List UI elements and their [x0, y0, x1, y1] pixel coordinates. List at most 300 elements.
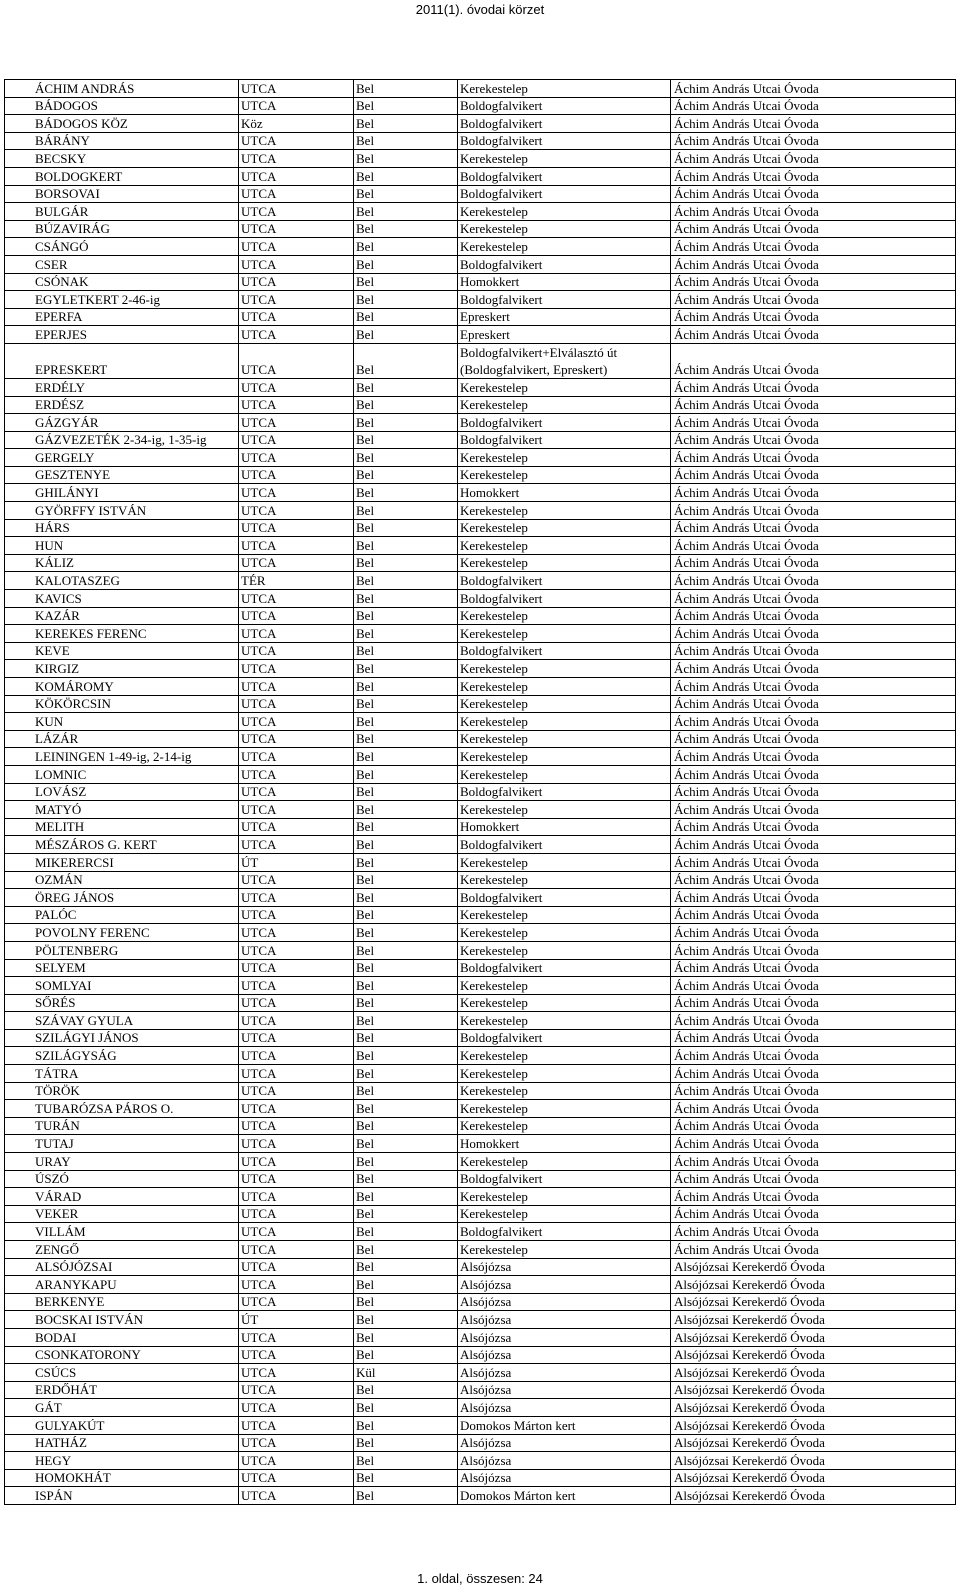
street-type-cell: UTCA: [239, 1170, 354, 1188]
kindergarten-cell: Alsójózsai Kerekerdő Óvoda: [671, 1452, 956, 1470]
table-row: [5, 1029, 956, 1047]
area-type-cell: Bel: [354, 1399, 458, 1417]
street-type-cell: UTCA: [239, 1258, 354, 1276]
street-name-cell: KALOTASZEG: [5, 572, 239, 590]
area-type-cell: Bel: [354, 220, 458, 238]
kindergarten-cell: Áchim András Utcai Óvoda: [671, 642, 956, 660]
kindergarten-cell: Áchim András Utcai Óvoda: [671, 1012, 956, 1030]
street-name-cell: CSÓNAK: [5, 273, 239, 291]
table-row: [5, 1469, 956, 1487]
kindergarten-cell: Áchim András Utcai Óvoda: [671, 1205, 956, 1223]
district-cell: Boldogfalvikert: [458, 431, 671, 449]
table-row: [5, 449, 956, 467]
district-cell: Kerekestelep: [458, 678, 671, 696]
street-name-cell: HOMOKHÁT: [5, 1469, 239, 1487]
table-row: [5, 1416, 956, 1434]
street-name-cell: VILLÁM: [5, 1223, 239, 1241]
district-cell: Boldogfalvikert: [458, 255, 671, 273]
street-name-cell: URAY: [5, 1153, 239, 1171]
district-cell: Kerekestelep: [458, 871, 671, 889]
street-name-cell: BERKENYE: [5, 1293, 239, 1311]
table-row: [5, 1100, 956, 1118]
street-type-cell: UTCA: [239, 1434, 354, 1452]
street-name-cell: CSER: [5, 255, 239, 273]
street-type-cell: UTCA: [239, 308, 354, 326]
street-type-cell: UTCA: [239, 1416, 354, 1434]
district-cell: Kerekestelep: [458, 502, 671, 520]
kindergarten-cell: Áchim András Utcai Óvoda: [671, 924, 956, 942]
street-name-cell: BECSKY: [5, 150, 239, 168]
table-row: [5, 783, 956, 801]
kindergarten-cell: Áchim András Utcai Óvoda: [671, 941, 956, 959]
table-row: [5, 1153, 956, 1171]
area-type-cell: Bel: [354, 1205, 458, 1223]
table-row: [5, 502, 956, 520]
street-type-cell: UTCA: [239, 1241, 354, 1259]
street-type-cell: UTCA: [239, 889, 354, 907]
kindergarten-cell: Alsójózsai Kerekerdő Óvoda: [671, 1416, 956, 1434]
street-type-cell: UTCA: [239, 1012, 354, 1030]
kindergarten-cell: Áchim András Utcai Óvoda: [671, 607, 956, 625]
street-name-cell: LÁZÁR: [5, 730, 239, 748]
area-type-cell: Bel: [354, 132, 458, 150]
table-row: [5, 1276, 956, 1294]
area-type-cell: Bel: [354, 414, 458, 432]
district-cell: Kerekestelep: [458, 924, 671, 942]
area-type-cell: Bel: [354, 906, 458, 924]
kindergarten-cell: Áchim András Utcai Óvoda: [671, 431, 956, 449]
table-row: [5, 466, 956, 484]
street-type-cell: UTCA: [239, 273, 354, 291]
street-type-cell: UTCA: [239, 502, 354, 520]
district-cell: Kerekestelep: [458, 977, 671, 995]
street-type-cell: UTCA: [239, 167, 354, 185]
kindergarten-cell: Áchim András Utcai Óvoda: [671, 572, 956, 590]
kindergarten-cell: Alsójózsai Kerekerdő Óvoda: [671, 1469, 956, 1487]
kindergarten-cell: Áchim András Utcai Óvoda: [671, 906, 956, 924]
kindergarten-cell: Áchim András Utcai Óvoda: [671, 765, 956, 783]
area-type-cell: Bel: [354, 783, 458, 801]
street-type-cell: UTCA: [239, 484, 354, 502]
street-type-cell: UTCA: [239, 1082, 354, 1100]
area-type-cell: Bel: [354, 660, 458, 678]
district-cell: Epreskert: [458, 308, 671, 326]
area-type-cell: Bel: [354, 378, 458, 396]
area-type-cell: Bel: [354, 889, 458, 907]
district-cell: Boldogfalvikert: [458, 572, 671, 590]
street-name-cell: BULGÁR: [5, 203, 239, 221]
street-name-cell: TUBARÓZSA PÁROS O.: [5, 1100, 239, 1118]
kindergarten-cell: Áchim András Utcai Óvoda: [671, 994, 956, 1012]
area-type-cell: Bel: [354, 1047, 458, 1065]
street-name-cell: CSÚCS: [5, 1364, 239, 1382]
street-name-cell: MATYÓ: [5, 801, 239, 819]
kindergarten-cell: Áchim András Utcai Óvoda: [671, 238, 956, 256]
area-type-cell: Bel: [354, 1170, 458, 1188]
kindergarten-cell: Áchim András Utcai Óvoda: [671, 1241, 956, 1259]
kindergarten-cell: Áchim András Utcai Óvoda: [671, 150, 956, 168]
kindergarten-cell: Alsójózsai Kerekerdő Óvoda: [671, 1381, 956, 1399]
street-name-cell: LOVÁSZ: [5, 783, 239, 801]
district-cell: Kerekestelep: [458, 941, 671, 959]
table-row: [5, 853, 956, 871]
table-row: [5, 1223, 956, 1241]
street-type-cell: UTCA: [239, 1065, 354, 1083]
area-type-cell: Bel: [354, 871, 458, 889]
street-type-cell: UTCA: [239, 1047, 354, 1065]
kindergarten-cell: Áchim András Utcai Óvoda: [671, 695, 956, 713]
area-type-cell: Bel: [354, 1434, 458, 1452]
table-row: [5, 1346, 956, 1364]
street-name-cell: KÁLIZ: [5, 554, 239, 572]
kindergarten-cell: Áchim András Utcai Óvoda: [671, 203, 956, 221]
street-name-cell: ÚSZÓ: [5, 1170, 239, 1188]
district-cell: Boldogfalvikert: [458, 1170, 671, 1188]
district-cell: Kerekestelep: [458, 537, 671, 555]
table-row: [5, 1328, 956, 1346]
district-cell: Kerekestelep: [458, 1117, 671, 1135]
street-type-cell: UTCA: [239, 1029, 354, 1047]
kindergarten-cell: Áchim András Utcai Óvoda: [671, 713, 956, 731]
street-name-cell: PÖLTENBERG: [5, 941, 239, 959]
table-row: [5, 1381, 956, 1399]
area-type-cell: Bel: [354, 115, 458, 133]
street-type-cell: ÚT: [239, 1311, 354, 1329]
area-type-cell: Kül: [354, 1364, 458, 1382]
area-type-cell: Bel: [354, 1082, 458, 1100]
street-type-cell: UTCA: [239, 519, 354, 537]
area-type-cell: Bel: [354, 396, 458, 414]
table-row: [5, 1170, 956, 1188]
street-name-cell: GÁZGYÁR: [5, 414, 239, 432]
district-cell: Kerekestelep: [458, 1153, 671, 1171]
street-type-cell: UTCA: [239, 220, 354, 238]
street-type-cell: UTCA: [239, 906, 354, 924]
district-cell: Kerekestelep: [458, 1065, 671, 1083]
kindergarten-cell: Áchim András Utcai Óvoda: [671, 132, 956, 150]
street-name-cell: OZMÁN: [5, 871, 239, 889]
area-type-cell: Bel: [354, 1223, 458, 1241]
area-type-cell: Bel: [354, 203, 458, 221]
area-type-cell: Bel: [354, 765, 458, 783]
area-type-cell: Bel: [354, 994, 458, 1012]
table-row: [5, 695, 956, 713]
street-type-cell: UTCA: [239, 466, 354, 484]
area-type-cell: Bel: [354, 1029, 458, 1047]
district-cell: Alsójózsa: [458, 1346, 671, 1364]
street-type-cell: UTCA: [239, 871, 354, 889]
table-row: [5, 167, 956, 185]
district-cell: Kerekestelep: [458, 519, 671, 537]
kindergarten-cell: Áchim András Utcai Óvoda: [671, 396, 956, 414]
table-row: [5, 1205, 956, 1223]
street-type-cell: UTCA: [239, 343, 354, 378]
kindergarten-cell: Alsójózsai Kerekerdő Óvoda: [671, 1364, 956, 1382]
district-cell: Kerekestelep: [458, 378, 671, 396]
district-cell: Kerekestelep: [458, 765, 671, 783]
area-type-cell: Bel: [354, 1452, 458, 1470]
street-name-cell: SZILÁGYSÁG: [5, 1047, 239, 1065]
street-name-cell: SOMLYAI: [5, 977, 239, 995]
street-type-cell: UTCA: [239, 396, 354, 414]
table-row: [5, 713, 956, 731]
street-type-cell: UTCA: [239, 1117, 354, 1135]
area-type-cell: Bel: [354, 1100, 458, 1118]
area-type-cell: Bel: [354, 502, 458, 520]
street-name-cell: MELITH: [5, 818, 239, 836]
kindergarten-cell: Áchim András Utcai Óvoda: [671, 1065, 956, 1083]
street-name-cell: BÁDOGOS: [5, 97, 239, 115]
area-type-cell: Bel: [354, 1328, 458, 1346]
area-type-cell: Bel: [354, 537, 458, 555]
street-type-cell: UTCA: [239, 924, 354, 942]
street-type-cell: UTCA: [239, 1153, 354, 1171]
area-type-cell: Bel: [354, 625, 458, 643]
street-name-cell: ZENGŐ: [5, 1241, 239, 1259]
table-row: [5, 924, 956, 942]
table-row: [5, 818, 956, 836]
street-type-cell: UTCA: [239, 748, 354, 766]
kindergarten-cell: Áchim András Utcai Óvoda: [671, 291, 956, 309]
district-cell: Kerekestelep: [458, 713, 671, 731]
area-type-cell: Bel: [354, 80, 458, 98]
street-name-cell: HEGY: [5, 1452, 239, 1470]
street-name-cell: TÁTRA: [5, 1065, 239, 1083]
street-type-cell: UTCA: [239, 1364, 354, 1382]
kindergarten-cell: Áchim András Utcai Óvoda: [671, 343, 956, 378]
kindergarten-cell: Áchim András Utcai Óvoda: [671, 537, 956, 555]
street-name-cell: ERDÉLY: [5, 378, 239, 396]
district-cell: Homokkert: [458, 1135, 671, 1153]
district-cell: Boldogfalvikert: [458, 1223, 671, 1241]
district-cell: Alsójózsa: [458, 1328, 671, 1346]
district-cell: Boldogfalvikert: [458, 97, 671, 115]
area-type-cell: Bel: [354, 97, 458, 115]
kindergarten-cell: Áchim András Utcai Óvoda: [671, 783, 956, 801]
kindergarten-cell: Áchim András Utcai Óvoda: [671, 273, 956, 291]
street-type-cell: UTCA: [239, 836, 354, 854]
street-name-cell: PALÓC: [5, 906, 239, 924]
street-name-cell: ISPÁN: [5, 1487, 239, 1505]
kindergarten-cell: Áchim András Utcai Óvoda: [671, 97, 956, 115]
table-row: [5, 1241, 956, 1259]
district-cell: Boldogfalvikert: [458, 291, 671, 309]
street-type-cell: UTCA: [239, 414, 354, 432]
area-type-cell: Bel: [354, 1487, 458, 1505]
table-row: [5, 220, 956, 238]
table-row: [5, 203, 956, 221]
street-type-cell: UTCA: [239, 590, 354, 608]
kindergarten-cell: Áchim András Utcai Óvoda: [671, 502, 956, 520]
table-row: [5, 572, 956, 590]
street-type-cell: UTCA: [239, 1346, 354, 1364]
district-cell: Kerekestelep: [458, 730, 671, 748]
street-type-cell: UTCA: [239, 607, 354, 625]
district-cell: Boldogfalvikert: [458, 185, 671, 203]
kindergarten-cell: Áchim András Utcai Óvoda: [671, 1135, 956, 1153]
district-cell: Alsójózsa: [458, 1452, 671, 1470]
district-cell: Boldogfalvikert+Elválasztó út (Boldogfalvikert, Epreskert): [458, 343, 671, 378]
page-footer: 1. oldal, összesen: 24: [417, 1571, 543, 1586]
street-type-cell: UTCA: [239, 730, 354, 748]
kindergarten-cell: Áchim András Utcai Óvoda: [671, 590, 956, 608]
kindergarten-cell: Áchim András Utcai Óvoda: [671, 554, 956, 572]
area-type-cell: Bel: [354, 255, 458, 273]
street-name-cell: KAVICS: [5, 590, 239, 608]
kindergarten-cell: Áchim András Utcai Óvoda: [671, 959, 956, 977]
area-type-cell: Bel: [354, 924, 458, 942]
district-cell: Kerekestelep: [458, 1188, 671, 1206]
district-cell: Kerekestelep: [458, 1012, 671, 1030]
area-type-cell: Bel: [354, 1117, 458, 1135]
kindergarten-cell: Áchim András Utcai Óvoda: [671, 326, 956, 344]
street-type-cell: UTCA: [239, 765, 354, 783]
district-cell: Kerekestelep: [458, 150, 671, 168]
street-type-cell: UTCA: [239, 941, 354, 959]
area-type-cell: Bel: [354, 1188, 458, 1206]
area-type-cell: Bel: [354, 343, 458, 378]
table-row: [5, 414, 956, 432]
district-cell: Boldogfalvikert: [458, 783, 671, 801]
street-type-cell: UTCA: [239, 1223, 354, 1241]
area-type-cell: Bel: [354, 748, 458, 766]
table-row: [5, 730, 956, 748]
table-row: [5, 607, 956, 625]
table-row: [5, 115, 956, 133]
area-type-cell: Bel: [354, 678, 458, 696]
table-row: [5, 1065, 956, 1083]
table-row: [5, 343, 956, 378]
district-cell: Boldogfalvikert: [458, 167, 671, 185]
kindergarten-cell: Alsójózsai Kerekerdő Óvoda: [671, 1434, 956, 1452]
kindergarten-cell: Áchim András Utcai Óvoda: [671, 466, 956, 484]
street-type-cell: UTCA: [239, 642, 354, 660]
district-cell: Alsójózsa: [458, 1381, 671, 1399]
street-type-cell: UTCA: [239, 783, 354, 801]
table-row: [5, 554, 956, 572]
street-name-cell: EGYLETKERT 2-46-ig: [5, 291, 239, 309]
table-row: [5, 238, 956, 256]
area-type-cell: Bel: [354, 1258, 458, 1276]
kindergarten-cell: Alsójózsai Kerekerdő Óvoda: [671, 1293, 956, 1311]
street-name-cell: BOLDOGKERT: [5, 167, 239, 185]
kindergarten-cell: Áchim András Utcai Óvoda: [671, 748, 956, 766]
table-row: [5, 185, 956, 203]
kindergarten-cell: Áchim András Utcai Óvoda: [671, 1170, 956, 1188]
table-row: [5, 431, 956, 449]
table-row: [5, 378, 956, 396]
table-row: [5, 959, 956, 977]
street-type-cell: UTCA: [239, 977, 354, 995]
district-cell: Boldogfalvikert: [458, 642, 671, 660]
kindergarten-cell: Áchim András Utcai Óvoda: [671, 308, 956, 326]
area-type-cell: Bel: [354, 1416, 458, 1434]
kindergarten-cell: Áchim András Utcai Óvoda: [671, 449, 956, 467]
area-type-cell: Bel: [354, 801, 458, 819]
district-cell: Kerekestelep: [458, 748, 671, 766]
street-type-cell: UTCA: [239, 1293, 354, 1311]
street-name-cell: VEKER: [5, 1205, 239, 1223]
street-name-cell: HUN: [5, 537, 239, 555]
street-type-cell: UTCA: [239, 1399, 354, 1417]
district-cell: Kerekestelep: [458, 554, 671, 572]
kindergarten-cell: Áchim András Utcai Óvoda: [671, 1082, 956, 1100]
district-cell: Kerekestelep: [458, 853, 671, 871]
street-type-cell: UTCA: [239, 801, 354, 819]
area-type-cell: Bel: [354, 941, 458, 959]
street-type-cell: UTCA: [239, 1205, 354, 1223]
district-cell: Alsójózsa: [458, 1311, 671, 1329]
table-row: [5, 396, 956, 414]
street-name-cell: TÖRÖK: [5, 1082, 239, 1100]
district-cell: Kerekestelep: [458, 466, 671, 484]
kindergarten-cell: Áchim András Utcai Óvoda: [671, 853, 956, 871]
street-type-cell: UTCA: [239, 1381, 354, 1399]
table-row: [5, 150, 956, 168]
street-name-cell: POVOLNY FERENC: [5, 924, 239, 942]
table-row: [5, 660, 956, 678]
street-name-cell: GÁT: [5, 1399, 239, 1417]
area-type-cell: Bel: [354, 836, 458, 854]
area-type-cell: Bel: [354, 1381, 458, 1399]
table-row: [5, 1047, 956, 1065]
area-type-cell: Bel: [354, 484, 458, 502]
street-type-cell: UTCA: [239, 537, 354, 555]
street-name-cell: KUN: [5, 713, 239, 731]
kindergarten-cell: Áchim András Utcai Óvoda: [671, 80, 956, 98]
street-name-cell: KÖKÖRCSIN: [5, 695, 239, 713]
table-row: [5, 889, 956, 907]
area-type-cell: Bel: [354, 308, 458, 326]
kindergarten-cell: Áchim András Utcai Óvoda: [671, 1047, 956, 1065]
street-name-cell: LEININGEN 1-49-ig, 2-14-ig: [5, 748, 239, 766]
street-name-cell: MIKERERCSI: [5, 853, 239, 871]
table-row: [5, 255, 956, 273]
street-name-cell: GÁZVEZETÉK 2-34-ig, 1-35-ig: [5, 431, 239, 449]
street-name-cell: ERDŐHÁT: [5, 1381, 239, 1399]
street-name-cell: BORSOVAI: [5, 185, 239, 203]
street-type-cell: UTCA: [239, 1328, 354, 1346]
street-name-cell: ÖREG JÁNOS: [5, 889, 239, 907]
table-row: [5, 1487, 956, 1505]
street-type-cell: UTCA: [239, 238, 354, 256]
street-type-cell: UTCA: [239, 291, 354, 309]
table-row: [5, 994, 956, 1012]
table-row: [5, 1293, 956, 1311]
street-name-cell: VÁRAD: [5, 1188, 239, 1206]
table-row: [5, 625, 956, 643]
street-name-cell: ERDÉSZ: [5, 396, 239, 414]
street-name-cell: TUTAJ: [5, 1135, 239, 1153]
street-name-cell: GYÖRFFY ISTVÁN: [5, 502, 239, 520]
kindergarten-cell: Alsójózsai Kerekerdő Óvoda: [671, 1276, 956, 1294]
district-cell: Alsójózsa: [458, 1276, 671, 1294]
district-cell: Kerekestelep: [458, 203, 671, 221]
table-row: [5, 537, 956, 555]
district-cell: Kerekestelep: [458, 801, 671, 819]
area-type-cell: Bel: [354, 466, 458, 484]
area-type-cell: Bel: [354, 959, 458, 977]
table-row: [5, 836, 956, 854]
area-type-cell: Bel: [354, 291, 458, 309]
area-type-cell: Bel: [354, 695, 458, 713]
table-row: [5, 519, 956, 537]
district-cell: Alsójózsa: [458, 1293, 671, 1311]
district-table-body: [5, 80, 956, 1505]
street-type-cell: UTCA: [239, 1100, 354, 1118]
district-cell: Kerekestelep: [458, 396, 671, 414]
table-row: [5, 941, 956, 959]
